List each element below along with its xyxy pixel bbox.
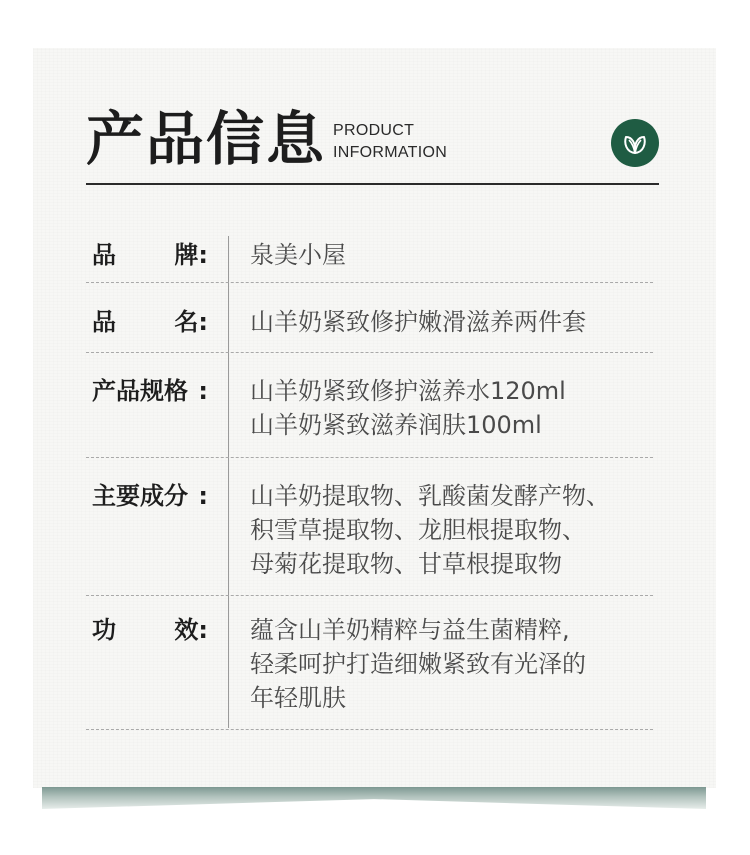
row-value bbox=[250, 238, 650, 272]
leaf-badge bbox=[611, 119, 659, 167]
row-value-line: 山羊奶紧致滋养润肤100ml bbox=[250, 411, 542, 439]
row-label-part: 产品规格 bbox=[92, 377, 188, 405]
row-label bbox=[92, 375, 208, 407]
subtitle-line-2: INFORMATION bbox=[333, 144, 448, 161]
row-value-line: 积雪草提取物、龙胆根提取物、 bbox=[250, 516, 586, 544]
row-label-part: 功 bbox=[92, 616, 116, 644]
row-label bbox=[92, 614, 208, 646]
row-label-part: 名: bbox=[174, 308, 208, 336]
row-label-part: 牌: bbox=[174, 241, 208, 269]
row-value bbox=[250, 613, 650, 715]
column-divider bbox=[228, 236, 229, 728]
row-value-line: 山羊奶提取物、乳酸菌发酵产物、 bbox=[250, 482, 610, 510]
row-divider bbox=[86, 729, 653, 730]
row-label bbox=[92, 480, 208, 512]
row-value-line: 蕴含山羊奶精粹与益生菌精粹, bbox=[250, 616, 570, 644]
row-value bbox=[250, 374, 650, 442]
page-subtitle bbox=[333, 120, 447, 164]
row-label-part: 效: bbox=[174, 616, 208, 644]
row-value-line: 年轻肌肤 bbox=[250, 684, 346, 712]
row-label-part: : bbox=[198, 482, 208, 510]
row-value-line: 轻柔呵护打造细嫩紧致有光泽的 bbox=[250, 650, 586, 678]
row-label-part: 品 bbox=[92, 241, 116, 269]
title-divider bbox=[86, 183, 659, 185]
row-divider bbox=[86, 282, 653, 283]
row-label bbox=[92, 239, 208, 271]
row-label bbox=[92, 306, 208, 338]
row-value-line: 泉美小屋 bbox=[250, 241, 346, 269]
row-divider bbox=[86, 595, 653, 596]
page-title: 产品信息 bbox=[86, 105, 327, 173]
row-divider bbox=[86, 352, 653, 353]
row-value-line: 山羊奶紧致修护嫩滑滋养两件套 bbox=[250, 308, 586, 336]
row-value-line: 山羊奶紧致修护滋养水120ml bbox=[250, 377, 566, 405]
row-label-part: 主要成分 bbox=[92, 482, 188, 510]
row-label-part: 品 bbox=[92, 308, 116, 336]
subtitle-line-1: PRODUCT bbox=[333, 122, 415, 139]
page-top-band bbox=[0, 0, 750, 48]
leaf-icon bbox=[620, 128, 650, 158]
row-value-line: 母菊花提取物、甘草根提取物 bbox=[250, 550, 562, 578]
row-value bbox=[250, 479, 650, 581]
row-label-part: : bbox=[198, 377, 208, 405]
card-shadow bbox=[42, 787, 706, 809]
row-value bbox=[250, 305, 650, 339]
row-divider bbox=[86, 457, 653, 458]
